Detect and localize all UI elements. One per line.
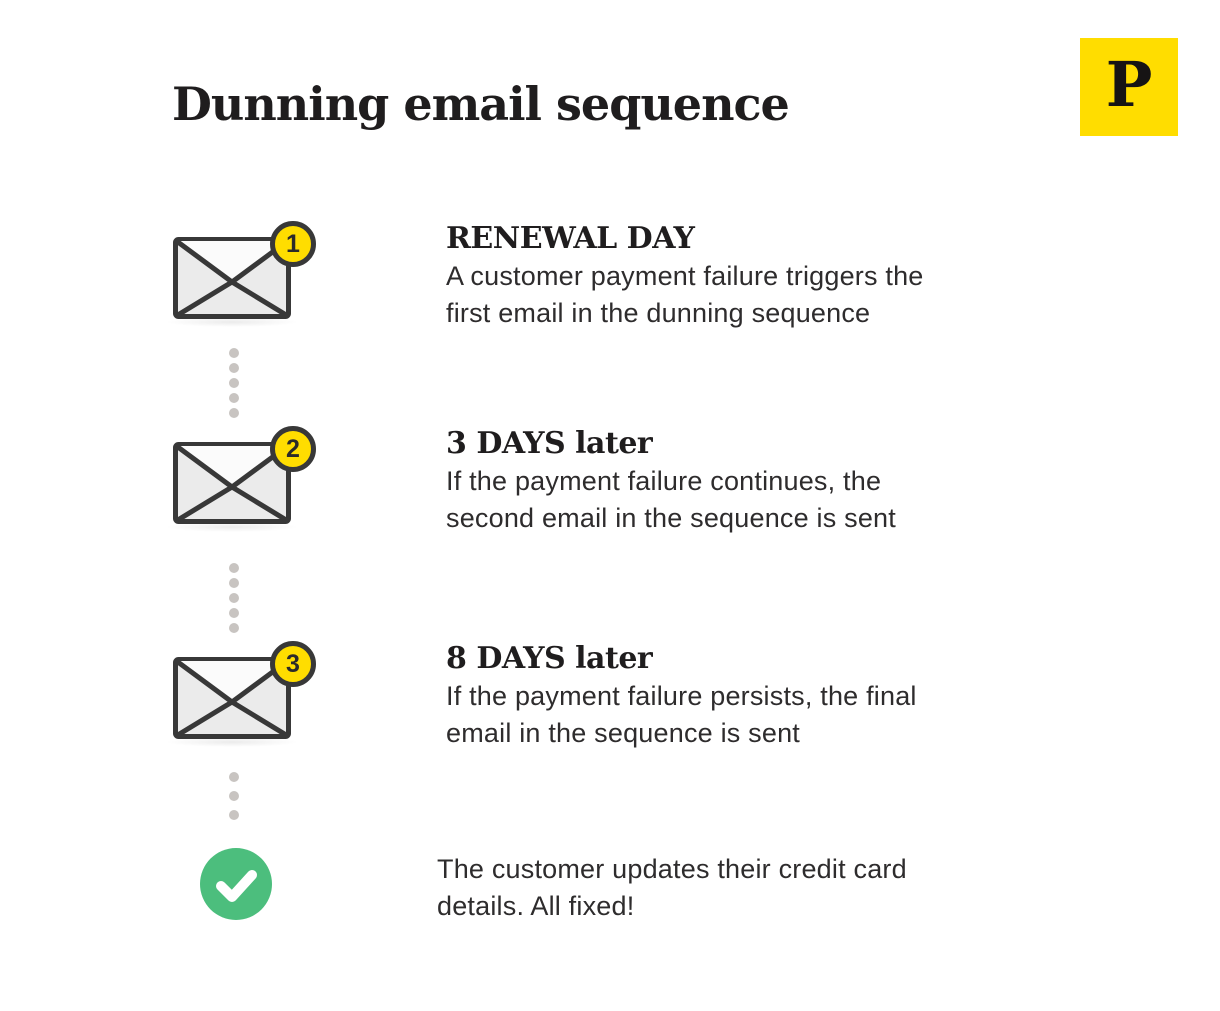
step-1-envelope — [173, 229, 300, 319]
step-badge — [270, 641, 316, 687]
check-icon — [200, 848, 272, 920]
step-body — [446, 258, 1006, 332]
step-body-line: A customer payment failure triggers the — [446, 261, 924, 291]
step-3-envelope — [173, 649, 300, 739]
final-text-line: details. All fixed! — [437, 891, 635, 921]
envelope-shadow — [165, 737, 299, 747]
step-body-line: If the payment failure persists, the final — [446, 681, 917, 711]
step-number: 1 — [286, 229, 300, 258]
step-badge — [270, 426, 316, 472]
step-1-text — [446, 220, 1006, 332]
page-title: Dunning email sequence — [172, 77, 789, 131]
step-body-line: second email in the sequence is sent — [446, 503, 896, 533]
step-number: 2 — [286, 434, 300, 463]
envelope-shadow — [165, 317, 299, 327]
success-check — [200, 848, 272, 920]
step-heading: 3 DAYS later — [446, 426, 653, 461]
paddle-logo — [1080, 38, 1178, 136]
final-text — [437, 851, 907, 925]
dotted-connector — [229, 772, 239, 829]
step-2-envelope — [173, 434, 300, 524]
step-body-line: If the payment failure continues, the — [446, 466, 882, 496]
envelope-shadow — [165, 522, 299, 532]
step-badge — [270, 221, 316, 267]
step-body — [446, 678, 1006, 752]
dotted-connector — [229, 348, 239, 423]
step-2-text — [446, 425, 1006, 537]
step-number: 3 — [286, 649, 300, 678]
step-body — [446, 463, 1006, 537]
step-heading: RENEWAL DAY — [446, 221, 695, 256]
final-text-line: The customer updates their credit card — [437, 854, 907, 884]
step-3-text — [446, 640, 1006, 752]
step-body-line: first email in the dunning sequence — [446, 298, 871, 328]
step-body-line: email in the sequence is sent — [446, 718, 801, 748]
logo-letter: P — [1105, 48, 1153, 121]
dotted-connector — [229, 563, 239, 638]
step-heading: 8 DAYS later — [446, 641, 653, 676]
